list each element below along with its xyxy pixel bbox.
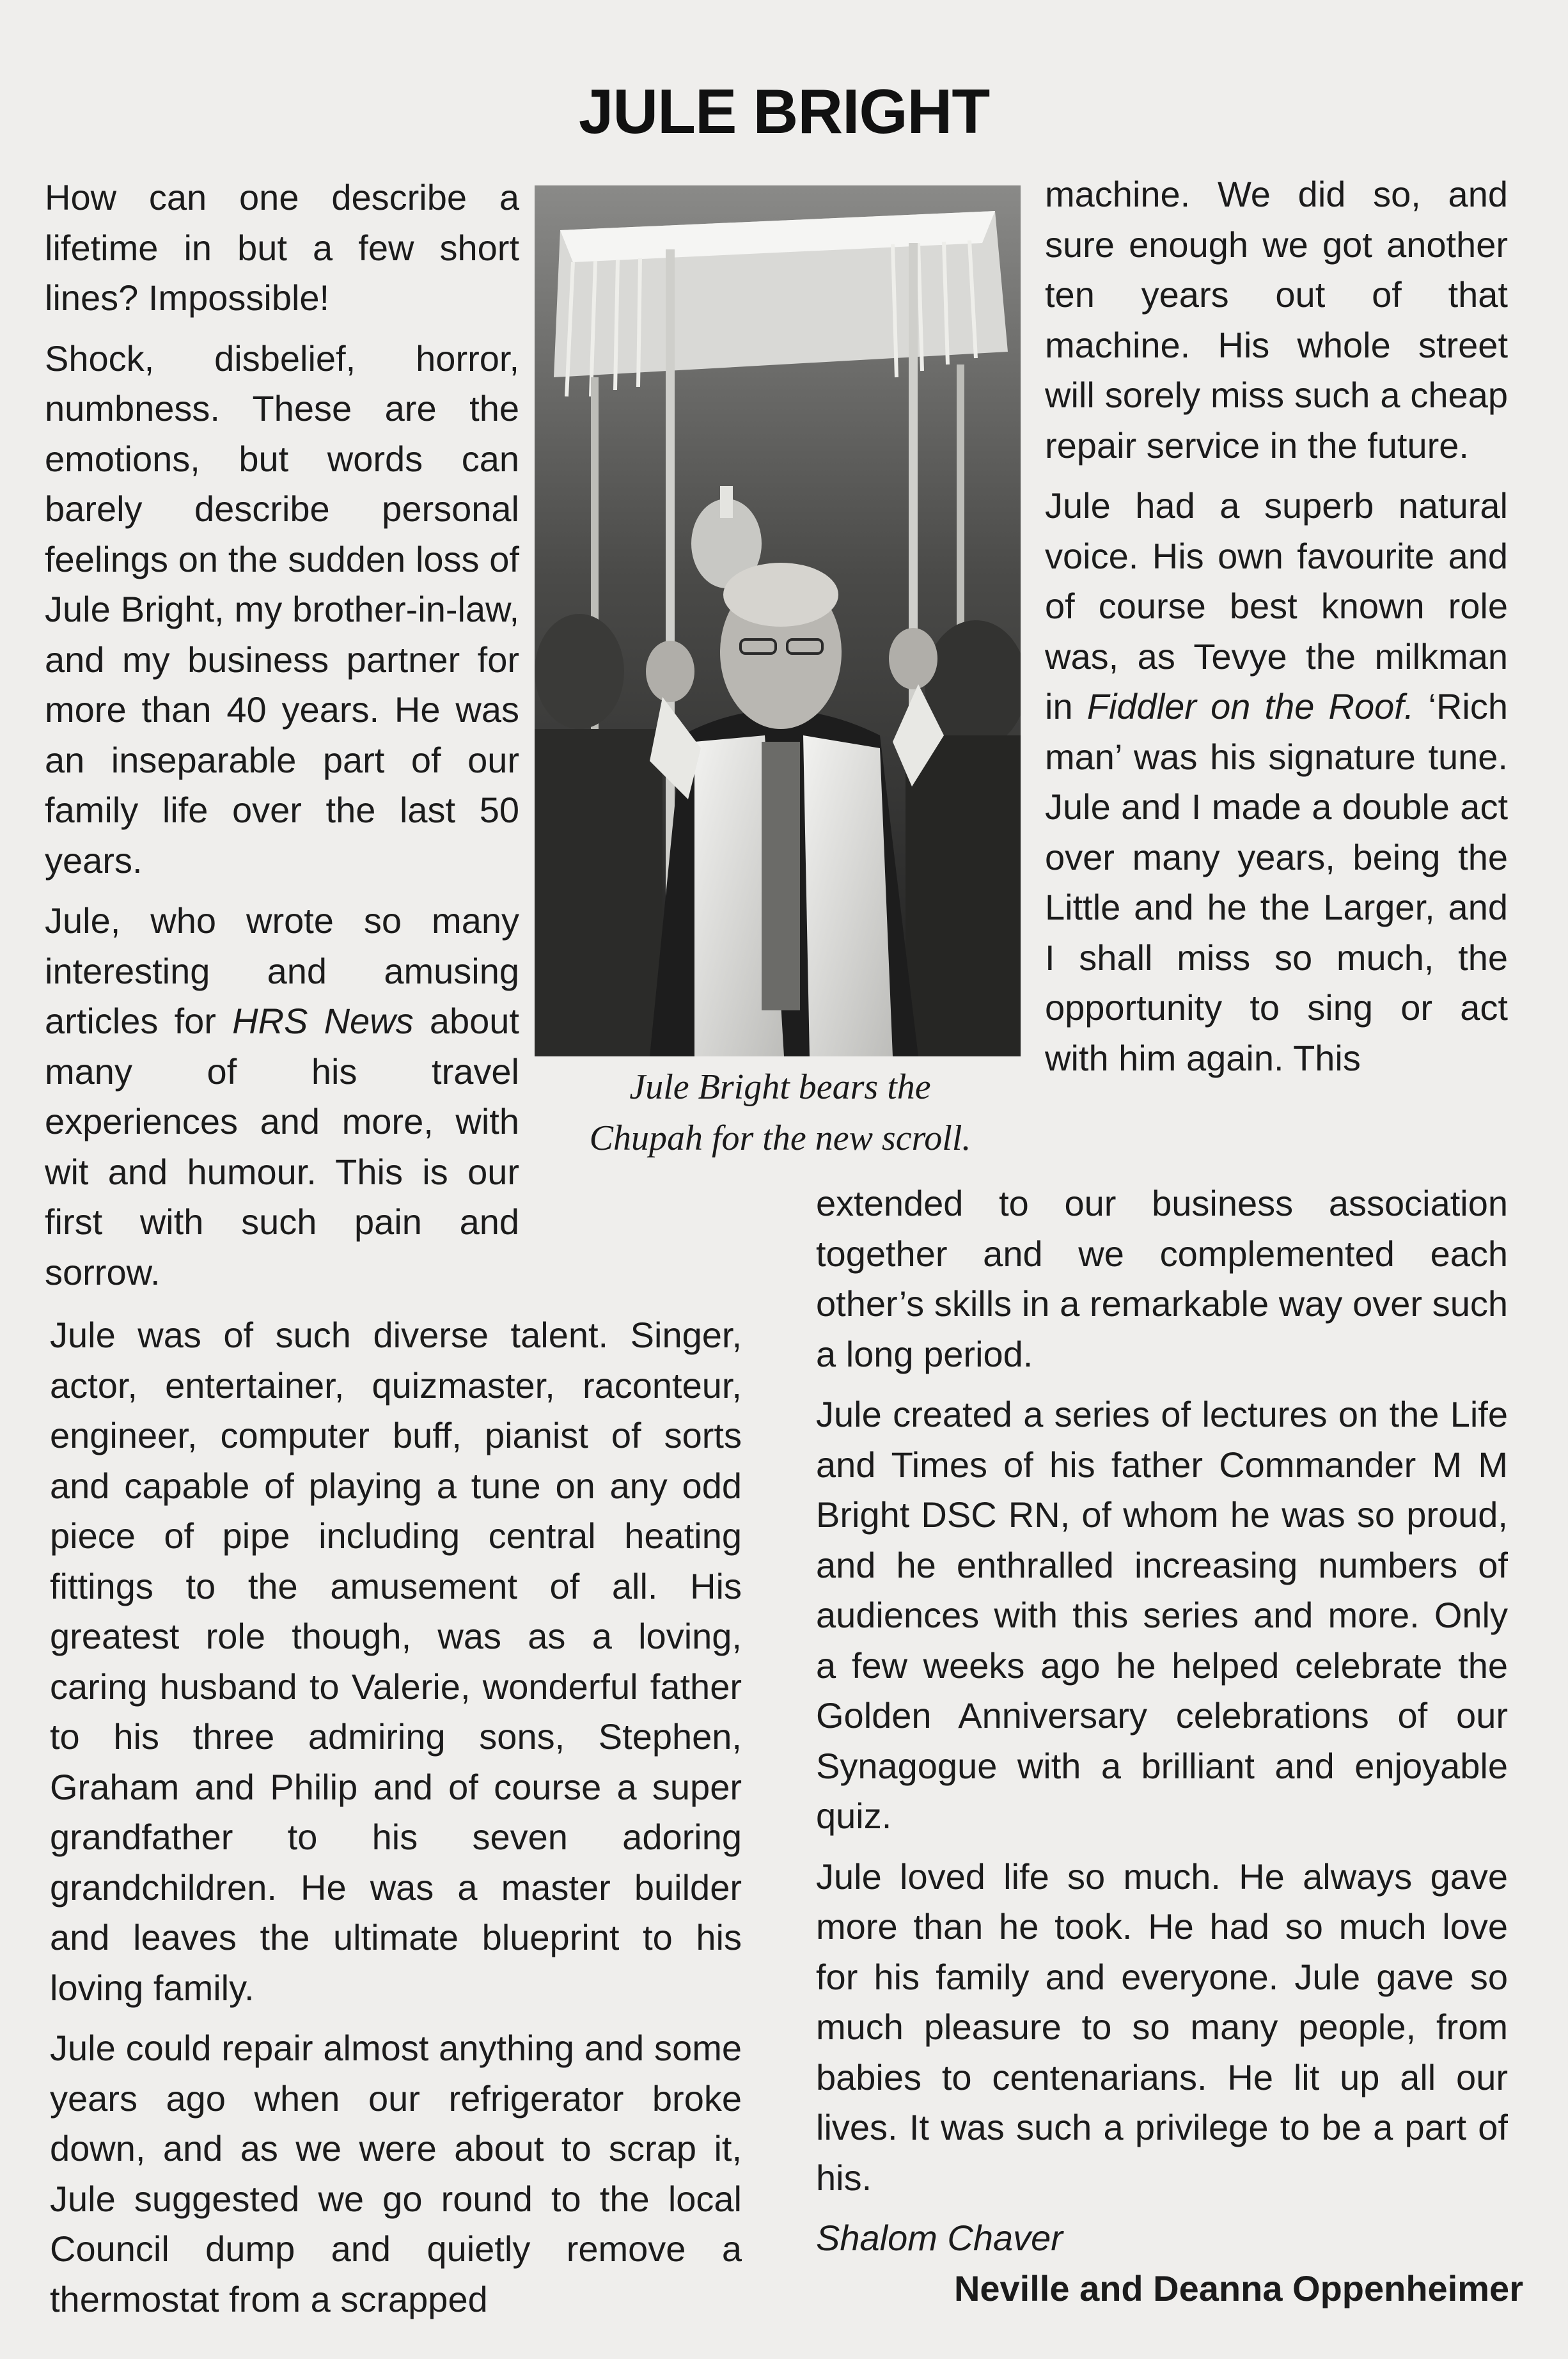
publication-name: HRS News xyxy=(232,1001,414,1041)
signoff-names: Neville and Deanna Oppenheimer xyxy=(953,2268,1523,2308)
paragraph-lectures: Jule created a series of lectures on the Life and Times of his father Commander M M Bright DSC RN, of whom he was so proud, and he enthralled increasing numbers of audiences with this series and more. Only a few weeks ago he helped celebrate the Golden Anniversary celebrations of our Synagogue with a brilliant and enjoyable quiz. xyxy=(816,1394,1508,1836)
photo-caption xyxy=(524,1062,1036,1164)
paragraph-talent: Jule was of such diverse talent. Singer, actor, entertainer, quizmaster, raconteur, engineer, computer buff, pianist of sorts and capable of playing a tune on any odd piece of pipe including central heating fittings to the amusement of all. His greatest role though, was as a loving, caring husband to Valerie, wonderful father to his three admiring sons, Stephen, Graham and Philip and of course a super grandfather to his seven adoring grandchildren. He was a master builder and leaves the ultimate blueprint to his loving family. xyxy=(50,1315,742,2008)
signoff-salutation: Shalom Chaver xyxy=(816,2218,1063,2258)
paragraph-articles: Jule, who wrote so many interesting and amusing articles for HRS News about many of his travel experiences and more, with wit and humour. This is our first with such pain and sorrow. xyxy=(45,900,519,1292)
paragraph-repair-continued: machine. We did so, and sure enough we got another ten years out of that machine. His whole street will sorely miss such a cheap repair service in the future. xyxy=(1045,174,1508,466)
show-title: Fiddler on the Roof. xyxy=(1086,686,1415,726)
paragraph-shock: Shock, disbelief, horror, numbness. These are the emotions, but words can barely describe personal feelings on the sudden loss of Jule Bright, my brother-in-law, and my business partner for more than 40 years. He was an inseparable part of our family life over the last 50 years. xyxy=(45,338,519,881)
paragraph-loved-life: Jule loved life so much. He always gave more than he took. He had so much love for his family and everyone. Jule gave so much pleasure to so many people, from babies to centenarians. He lit up all our lives. It was such a privilege to be a part of his. xyxy=(816,1856,1508,2198)
article-title: JULE BRIGHT xyxy=(578,76,990,146)
caption-line-2: Chupah for the new scroll. xyxy=(589,1118,971,1158)
photo-illustration xyxy=(535,185,1021,1056)
paragraph-repair: Jule could repair almost anything and some years ago when our refrigerator broke down, and as we were about to scrap it, Jule suggested we go round to the local Council dump and quietly remove a thermostat from a scrapped xyxy=(50,2028,742,2319)
chupah-photo xyxy=(535,185,1021,1056)
caption-line-1: Jule Bright bears the xyxy=(629,1067,931,1107)
paragraph-intro: How can one describe a lifetime in but a few short lines? Impossible! xyxy=(45,177,519,318)
lower-right-column xyxy=(816,1179,1523,2314)
left-column xyxy=(45,173,519,1308)
paragraph-voice: Jule had a superb natural voice. His own favourite and of course best known role was, as Tevye the milkman in Fiddler on the Roof. ‘Rich man’ was his signature tune. Jule and I made a double act over many years, being the Little and he the Larger, and I shall miss so much, the opportunity to sing or act with him again. This xyxy=(1045,485,1508,1078)
right-column xyxy=(1045,169,1508,1093)
lower-left-column xyxy=(50,1310,742,2335)
paragraph-voice-continued: extended to our business association together and we complemented each other’s skills in a remarkable way over such a long period. xyxy=(816,1183,1508,1374)
